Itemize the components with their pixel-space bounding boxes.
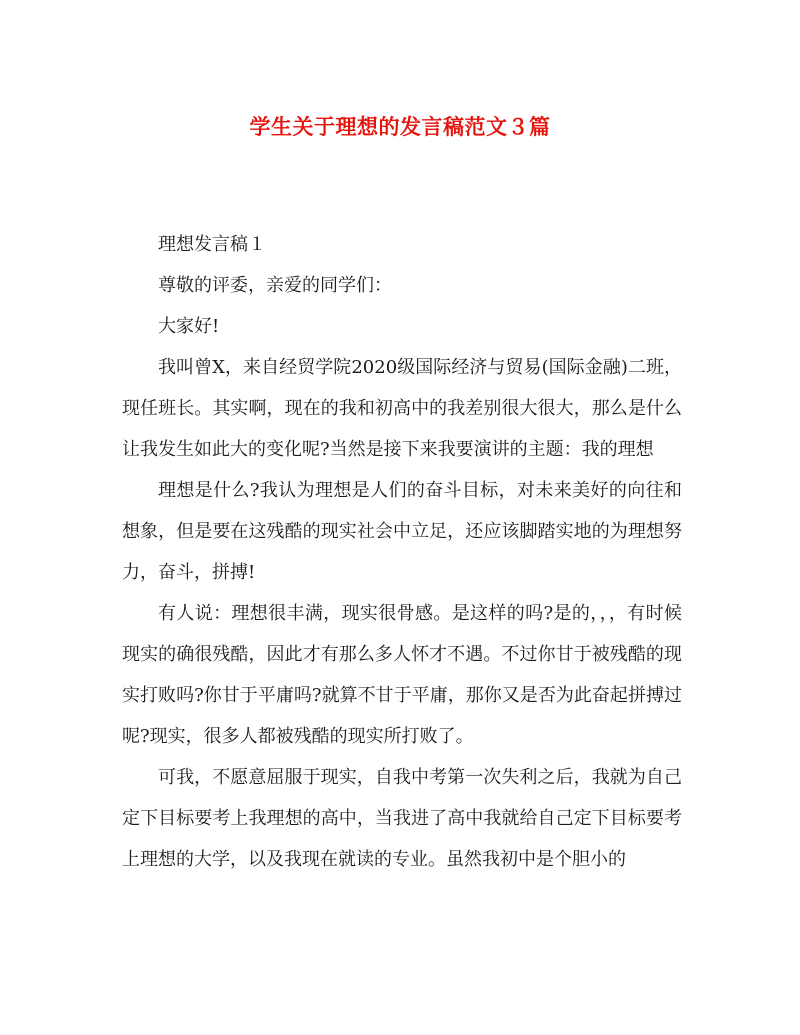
paragraph-introduction: 我叫曾X，来自经贸学院2020级国际经济与贸易(国际金融)二班，现任班长。其实啊，现在的我和初高中的我差别很大很大，那么是什么让我发生如此大的变化呢?当然是接下来我要演讲的主题：我的理想 xyxy=(122,357,682,460)
document-body xyxy=(122,224,682,880)
salutation: 尊敬的评委，亲爱的同学们： xyxy=(158,275,392,296)
document-title: 学生关于理想的发言稿范文３篇 xyxy=(249,114,551,139)
section-heading: 理想发言稿１ xyxy=(158,234,266,255)
paragraph-what-is-ideal: 理想是什么?我认为理想是人们的奋斗目标，对未来美好的向往和想象，但是要在这残酷的现实社会中立足，还应该脚踏实地的为理想努力，奋斗，拼搏! xyxy=(122,480,682,583)
greeting: 大家好! xyxy=(158,316,220,337)
paragraph-reality: 有人说：理想很丰满，现实很骨感。是这样的吗?是的，，，有时候现实的确很残酷，因此才有那么多人怀才不遇。不过你甘于被残酷的现实打败吗?你甘于平庸吗?就算不甘于平庸，那你又是否为此奋起拼搏过呢?现实，很多人都被残酷的现实所打败了。 xyxy=(122,603,682,747)
paragraph-personal-story: 可我，不愿意屈服于现实，自我中考第一次失利之后，我就为自己定下目标要考上我理想的高中，当我进了高中我就给自己定下目标要考上理想的大学，以及我现在就读的专业。虽然我初中是个胆小的 xyxy=(122,767,682,870)
